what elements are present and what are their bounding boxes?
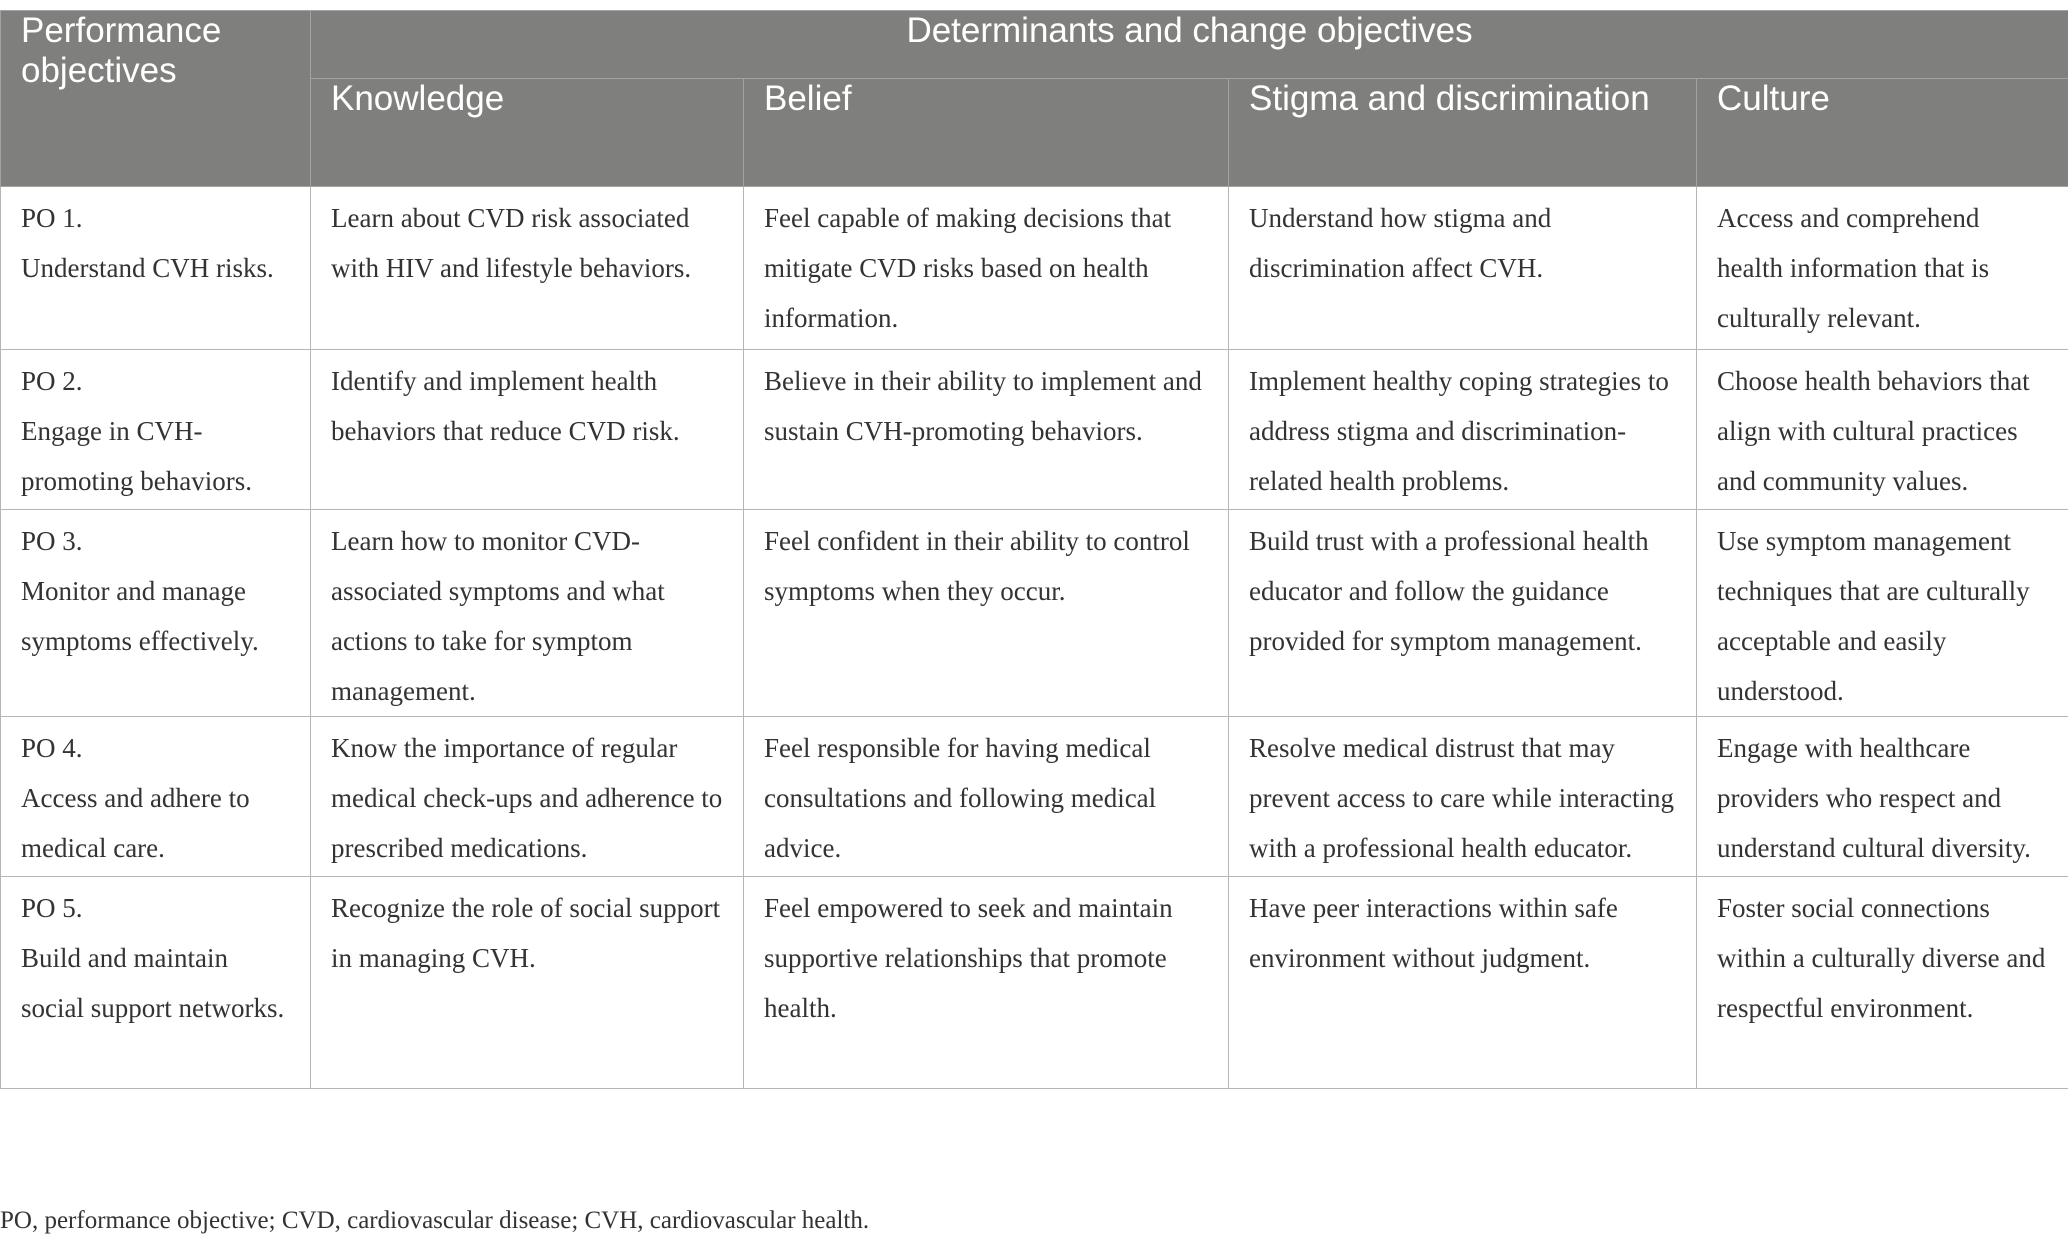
culture-cell: Access and comprehend health information that is culturally relevant.	[1697, 187, 2068, 350]
header-knowledge: Knowledge	[311, 79, 744, 187]
po-title: Access and adhere to medical care.	[21, 783, 250, 863]
stigma-cell: Implement healthy coping strategies to address stigma and discrimination-related health problems.	[1229, 350, 1697, 510]
table-row	[1, 350, 2068, 510]
po-cell	[1, 877, 311, 1089]
po-title: Engage in CVH-promoting behaviors.	[21, 416, 252, 496]
po-id: PO 5.	[21, 893, 83, 923]
po-id: PO 2.	[21, 366, 83, 396]
po-cell	[1, 717, 311, 877]
po-id: PO 1.	[21, 203, 83, 233]
knowledge-cell: Identify and implement health behaviors that reduce CVD risk.	[311, 350, 744, 510]
header-performance-objectives: Performance objectives	[1, 11, 311, 187]
table-row	[1, 877, 2068, 1089]
stigma-cell: Understand how stigma and discrimination affect CVH.	[1229, 187, 1697, 350]
po-cell	[1, 350, 311, 510]
po-title: Monitor and manage symptoms effectively.	[21, 576, 259, 656]
belief-cell: Feel responsible for having medical consultations and following medical advice.	[744, 717, 1229, 877]
performance-objectives-table	[0, 10, 2068, 1089]
po-id: PO 3.	[21, 526, 83, 556]
knowledge-cell: Know the importance of regular medical check-ups and adherence to prescribed medications.	[311, 717, 744, 877]
header-belief: Belief	[744, 79, 1229, 187]
header-row-sub	[1, 79, 2068, 187]
po-title: Understand CVH risks.	[21, 253, 274, 283]
culture-cell: Engage with healthcare providers who respect and understand cultural diversity.	[1697, 717, 2068, 877]
culture-cell: Use symptom management techniques that are culturally acceptable and easily understood.	[1697, 510, 2068, 717]
stigma-cell: Have peer interactions within safe environment without judgment.	[1229, 877, 1697, 1089]
belief-cell: Feel confident in their ability to control symptoms when they occur.	[744, 510, 1229, 717]
knowledge-cell: Learn how to monitor CVD-associated symptoms and what actions to take for symptom management.	[311, 510, 744, 717]
stigma-cell: Build trust with a professional health educator and follow the guidance provided for symptom management.	[1229, 510, 1697, 717]
culture-cell: Choose health behaviors that align with cultural practices and community values.	[1697, 350, 2068, 510]
po-id: PO 4.	[21, 733, 83, 763]
culture-cell: Foster social connections within a culturally diverse and respectful environment.	[1697, 877, 2068, 1089]
table-row	[1, 717, 2068, 877]
belief-cell: Feel empowered to seek and maintain supportive relationships that promote health.	[744, 877, 1229, 1089]
table-row	[1, 187, 2068, 350]
knowledge-cell: Learn about CVD risk associated with HIV and lifestyle behaviors.	[311, 187, 744, 350]
po-cell	[1, 187, 311, 350]
po-title: Build and maintain social support networks.	[21, 943, 285, 1023]
belief-cell: Believe in their ability to implement and sustain CVH-promoting behaviors.	[744, 350, 1229, 510]
table-footnote: PO, performance objective; CVD, cardiovascular disease; CVH, cardiovascular health.	[0, 1207, 870, 1234]
knowledge-cell: Recognize the role of social support in managing CVH.	[311, 877, 744, 1089]
header-determinants-group: Determinants and change objectives	[311, 11, 2068, 79]
table-row	[1, 510, 2068, 717]
header-stigma-discrimination: Stigma and discrimination	[1229, 79, 1697, 187]
header-culture: Culture	[1697, 79, 2068, 187]
header-row-top	[1, 11, 2068, 79]
stigma-cell: Resolve medical distrust that may prevent access to care while interacting with a professional health educator.	[1229, 717, 1697, 877]
belief-cell: Feel capable of making decisions that mitigate CVD risks based on health information.	[744, 187, 1229, 350]
po-cell	[1, 510, 311, 717]
